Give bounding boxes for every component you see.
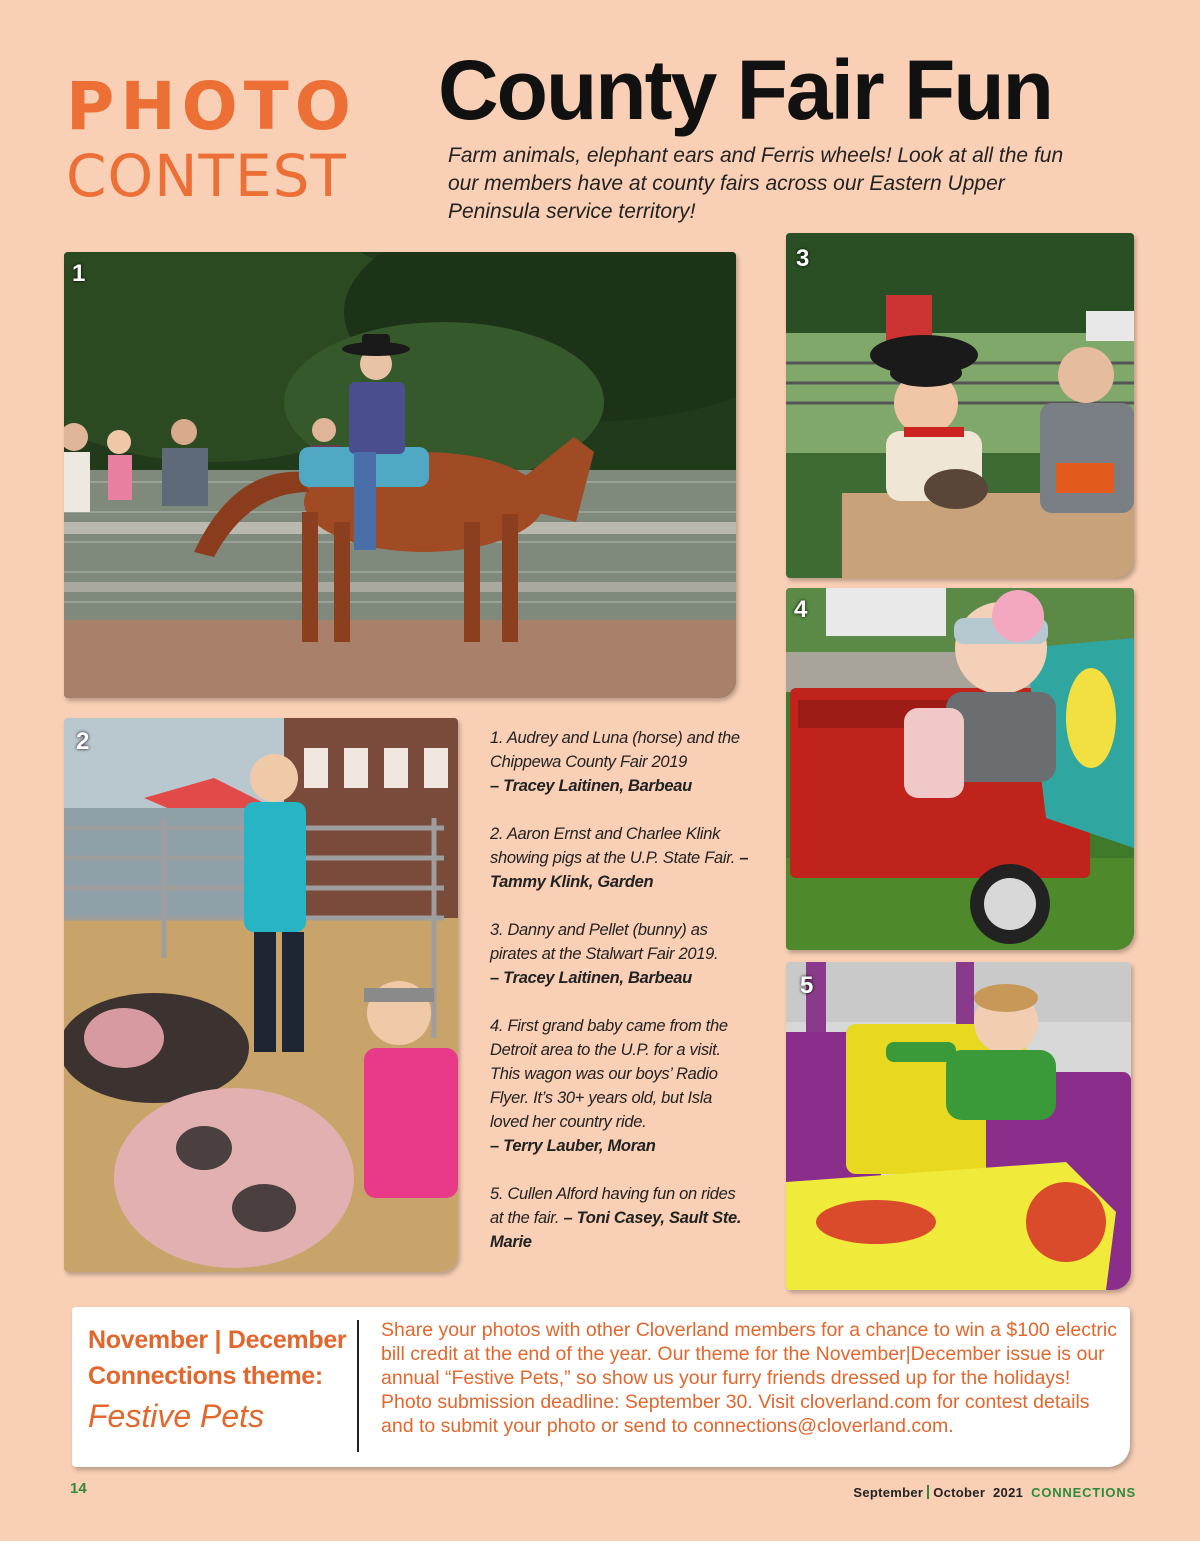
page-title: County Fair Fun [438, 43, 1052, 137]
photo-contest-logo-line2: CONTEST [66, 142, 347, 210]
photo-2-number: 2 [76, 728, 90, 755]
caption-2: 2. Aaron Ernst and Charlee Klink showing pigs at the U.P. State Fair. – Tammy Klink, Garden [490, 825, 749, 891]
footer-year: 2021 [993, 1485, 1024, 1500]
next-theme-issue: November | December [88, 1326, 347, 1354]
caption-1: 1. Audrey and Luna (horse) and the Chippewa County Fair 2019 – Tracey Laitinen, Barbeau [490, 729, 740, 795]
photo-4-number: 4 [794, 596, 808, 623]
page-number: 14 [70, 1480, 87, 1497]
photo-4 [786, 588, 1134, 950]
next-theme-description: Share your photos with other Cloverland members for a chance to win a $100 electric bill credit at the end of the year. Our theme for the November|December issue is our annual “Festive Pets,” so show us your furry friends dressed up for the holidays! Photo submission deadline: September 30. Visit cloverland.com for contest details and to submit your photo or send to connections@cloverland.com. [381, 1319, 1117, 1437]
photo-2 [64, 718, 458, 1272]
photo-2-image [64, 718, 458, 1272]
issue-footer [800, 1485, 1136, 1507]
photo-4-image [786, 588, 1134, 950]
photo-5 [786, 962, 1131, 1290]
photo-3 [786, 233, 1134, 578]
caption-5: 5. Cullen Alford having fun on rides at the fair. – Toni Casey, Sault Ste. Marie [490, 1185, 742, 1251]
next-theme-label: Connections theme: [88, 1362, 323, 1390]
magazine-name: CONNECTIONS [1031, 1485, 1136, 1500]
caption-4: 4. First grand baby came from the Detroit area to the U.P. for a visit. This wagon was our boys’ Radio Flyer. It’s 30+ years old, but Isla loved her country ride. – Terry Lauber, Moran [490, 1017, 728, 1155]
photo-contest-logo-line1: PHOTO [66, 68, 357, 145]
photo-1 [64, 252, 736, 698]
next-theme-heading [88, 1322, 356, 1402]
photo-3-number: 3 [796, 245, 810, 272]
photo-1-number: 1 [72, 260, 86, 287]
photo-1-image [64, 252, 736, 698]
footer-separator [927, 1485, 929, 1499]
photo-captions [490, 726, 750, 1286]
next-theme-name: Festive Pets [88, 1398, 265, 1434]
footer-month-1: September [853, 1485, 924, 1500]
photo-5-number: 5 [800, 972, 814, 999]
intro-paragraph: Farm animals, elephant ears and Ferris wheels! Look at all the fun our members have at county fairs across our Eastern Upper Peninsula service territory! [448, 144, 1064, 223]
photo-5-image [786, 962, 1131, 1290]
caption-3: 3. Danny and Pellet (bunny) as pirates at the Stalwart Fair 2019. – Tracey Laitinen, Barbeau [490, 921, 719, 987]
footer-month-2: October [933, 1485, 986, 1500]
theme-divider [357, 1320, 359, 1452]
photo-3-image [786, 233, 1134, 578]
